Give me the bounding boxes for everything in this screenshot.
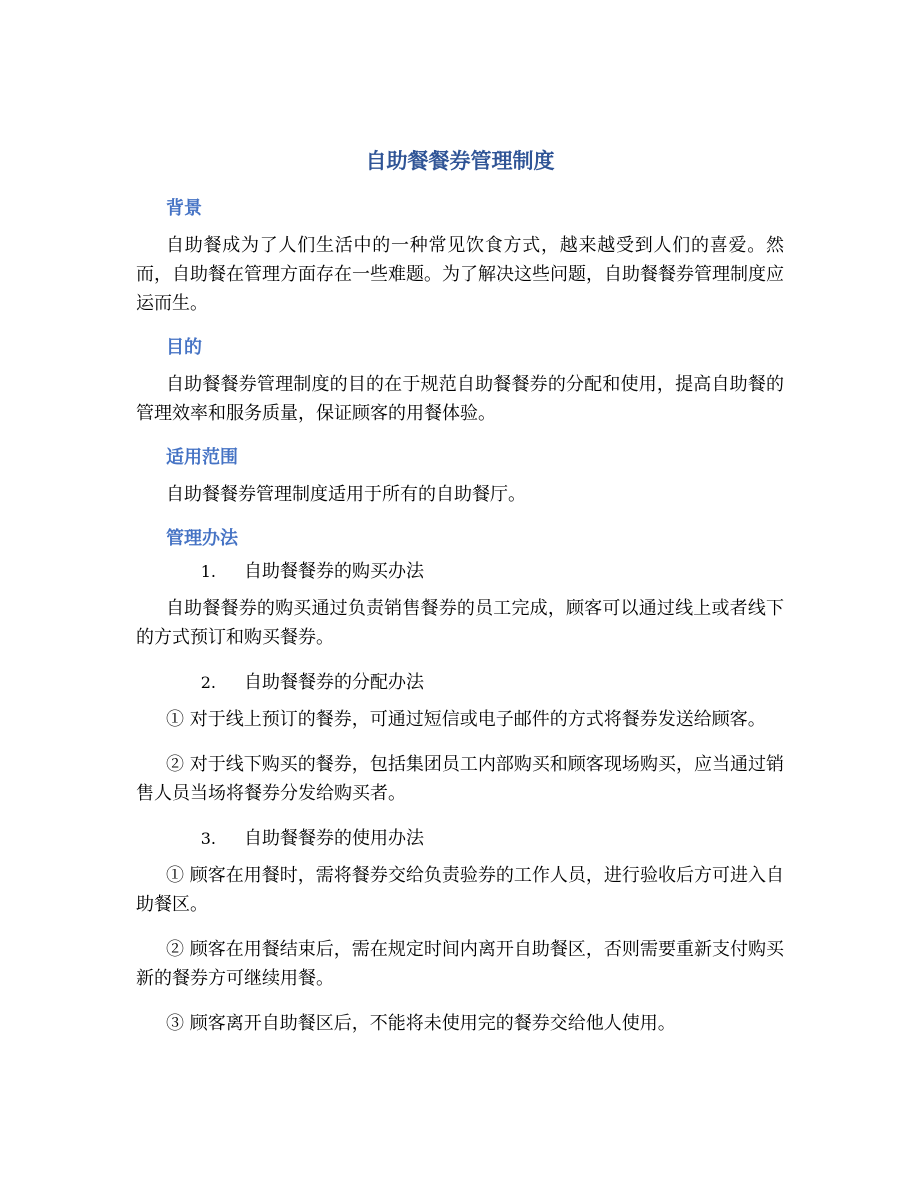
item-number: 3.: [200, 829, 216, 848]
item-label: 自助餐餐券的购买办法: [244, 561, 424, 582]
section-heading: 适用范围: [166, 447, 238, 468]
paragraph: ① 对于线上预订的餐券，可通过短信或电子邮件的方式将餐券发送给顾客。: [166, 709, 766, 730]
item-number: 2.: [200, 673, 216, 692]
document-title: 自助餐餐券管理制度: [365, 149, 555, 173]
numbered-item: [136, 557, 784, 586]
section-purpose: [136, 334, 784, 428]
item-label: 自助餐餐券的使用办法: [244, 828, 424, 849]
paragraph: ② 对于线下购买的餐券，包括集团员工内部购买和顾客现场购买，应当通过销售人员当场将餐券分发给购买者。: [136, 754, 784, 804]
paragraph: ② 顾客在用餐结束后，需在规定时间内离开自助餐区，否则需要重新支付购买新的餐券方可继续用餐。: [136, 939, 784, 989]
numbered-item: [136, 668, 784, 697]
section-management: [136, 525, 784, 1038]
paragraph: 自助餐餐券管理制度的目的在于规范自助餐餐券的分配和使用，提高自助餐的管理效率和服务质量，保证顾客的用餐体验。: [136, 374, 784, 424]
paragraph: 自助餐餐券管理制度适用于所有的自助餐厅。: [166, 484, 526, 505]
paragraph: 自助餐成为了人们生活中的一种常见饮食方式，越来越受到人们的喜爱。然而，自助餐在管理方面存在一些难题。为了解决这些问题，自助餐餐券管理制度应运而生。: [136, 235, 784, 314]
section-heading: 管理办法: [166, 528, 238, 549]
numbered-item: [136, 824, 784, 853]
item-number: 1.: [200, 562, 216, 581]
section-background: [136, 195, 784, 318]
section-scope: [136, 444, 784, 509]
paragraph: ③ 顾客离开自助餐区后，不能将未使用完的餐券交给他人使用。: [166, 1013, 676, 1034]
paragraph: ① 顾客在用餐时，需将餐券交给负责验券的工作人员，进行验收后方可进入自助餐区。: [136, 865, 784, 915]
section-heading: 目的: [166, 337, 202, 358]
section-heading: 背景: [166, 198, 202, 219]
paragraph: 自助餐餐券的购买通过负责销售餐券的员工完成，顾客可以通过线上或者线下的方式预订和购买餐券。: [136, 598, 784, 648]
item-label: 自助餐餐券的分配办法: [244, 672, 424, 693]
